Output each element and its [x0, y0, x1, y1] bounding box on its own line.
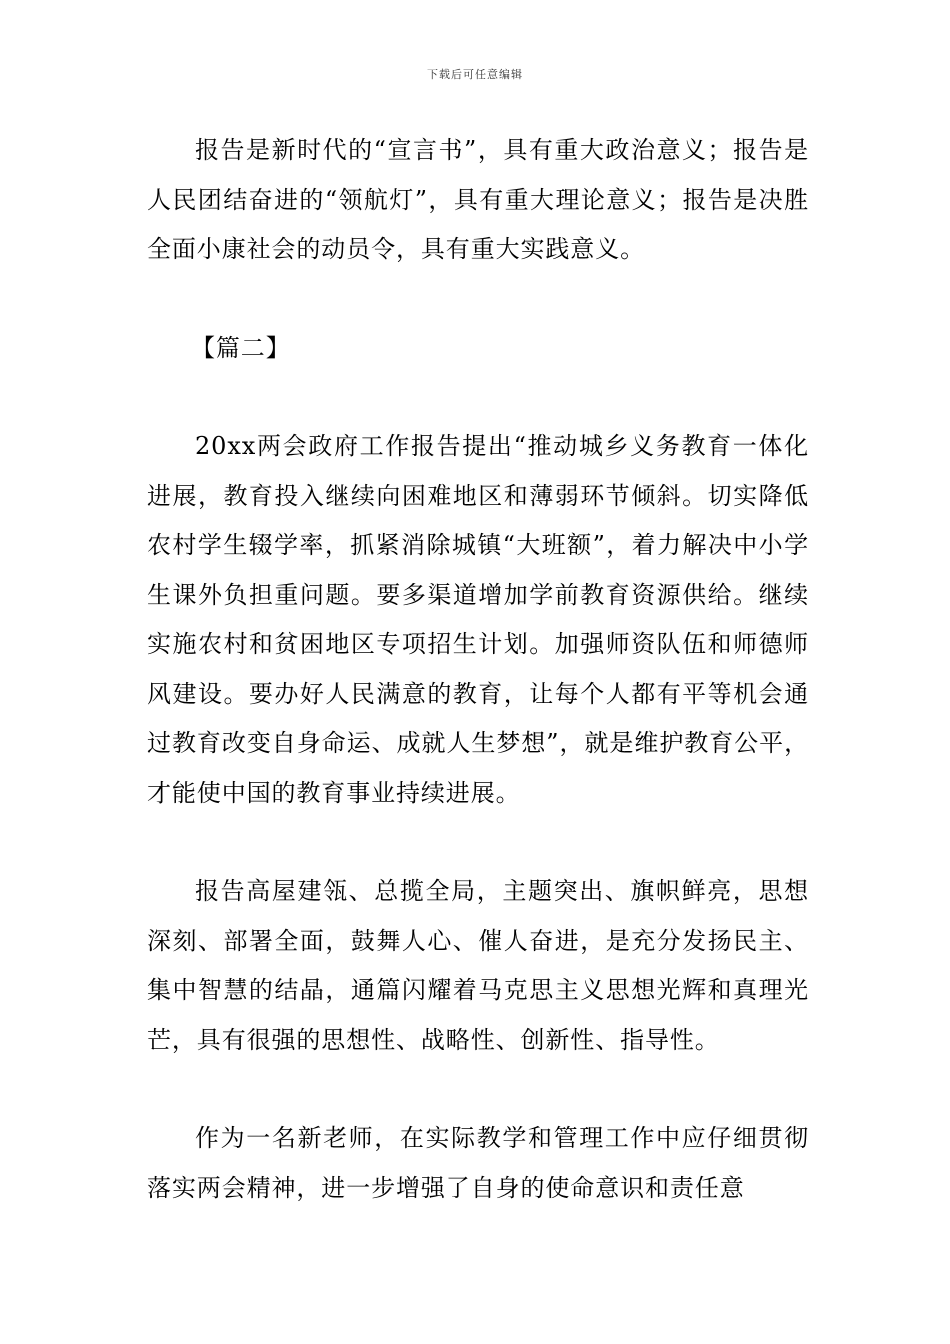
section-title: 【篇二】 — [191, 333, 291, 362]
paragraph-4: 作为一名新老师，在实际教学和管理工作中应仔细贯彻落实两会精神，进一步增强了自身的使命意识和责任意 — [147, 1124, 809, 1202]
paragraph-gap — [147, 373, 809, 422]
page-header-note: 下载后可任意编辑 — [427, 68, 523, 81]
paragraph-gap — [147, 275, 809, 324]
paragraph-2: 20xx两会政府工作报告提出“推动城乡义务教育一体化进展，教育投入继续向困难地区和薄弱环节倾斜。切实降低农村学生辍学率，抓紧消除城镇“大班额”，着力解决中小学生课外负担重问题。要多渠道增加学前教育资源供给。继续实施农村和贫困地区专项招生计划。加强师资队伍和师德师风建设。要办好人民满意的教育，让每个人都有平等机会通过教育改变自身命运、成就人生梦想”，就是维护教育公平，才能使中国的教育事业持续进展。 — [147, 432, 809, 807]
paragraph-gap — [147, 818, 809, 867]
paragraph-gap — [147, 1065, 809, 1114]
document-body — [147, 126, 809, 1213]
paragraph-3: 报告高屋建瓴、总揽全局，主题突出、旗帜鲜亮，思想深刻、部署全面，鼓舞人心、催人奋进，是充分发扬民主、集中智慧的结晶，通篇闪耀着马克思主义思想光辉和真理光芒，具有很强的思想性、战略性、创新性、指导性。 — [147, 877, 809, 1054]
paragraph-1: 报告是新时代的“宣言书”，具有重大政治意义；报告是人民团结奋进的“领航灯”，具有重大理论意义；报告是决胜全面小康社会的动员令，具有重大实践意义。 — [147, 136, 809, 263]
